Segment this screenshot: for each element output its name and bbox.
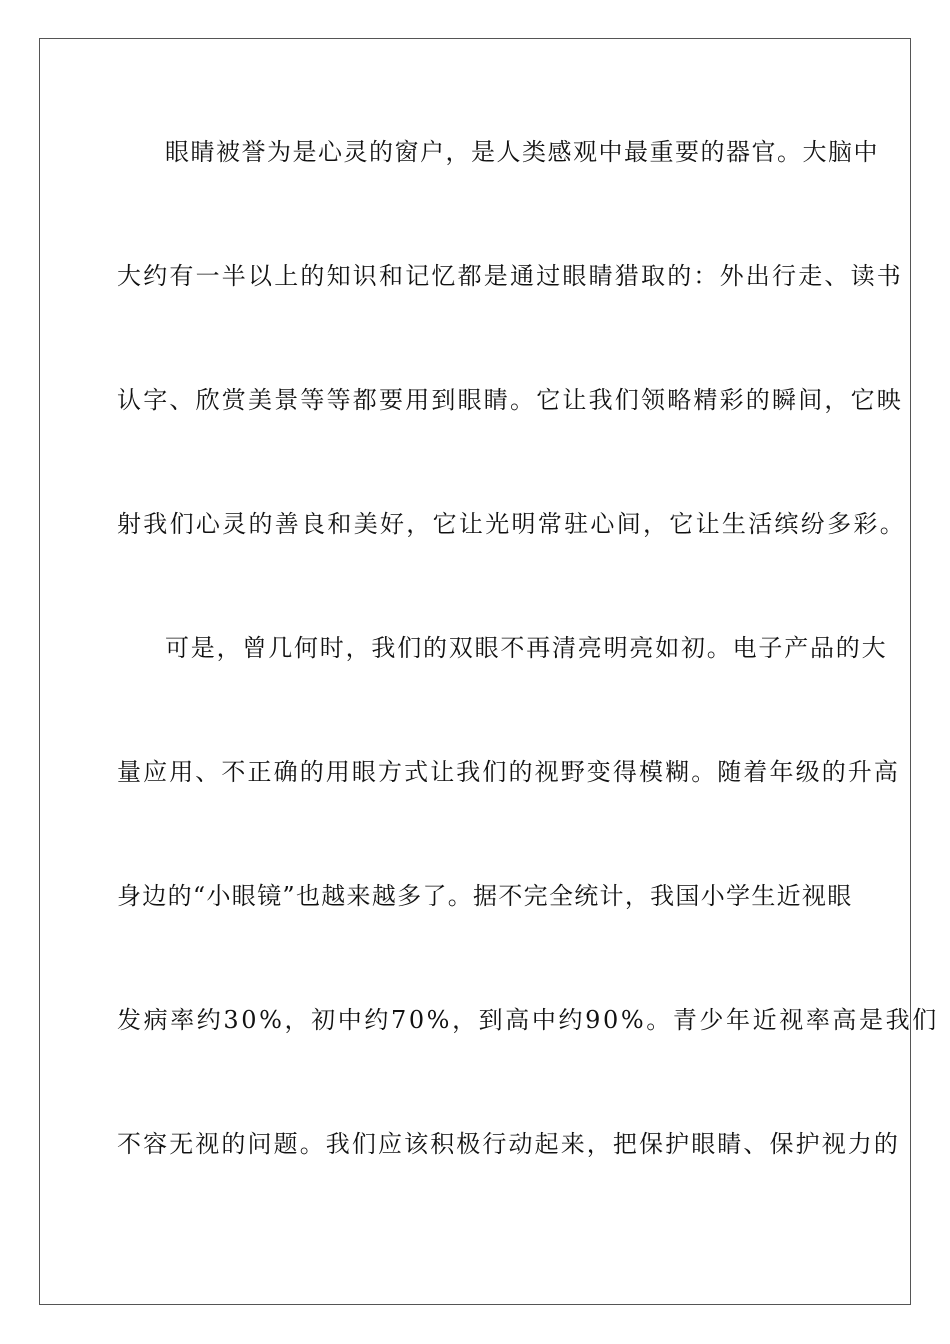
paragraph-2-line-5: 不容无视的问题。我们应该积极行动起来，把保护眼睛、保护视力的 bbox=[117, 1130, 900, 1158]
paragraph-1-line-1: 眼睛被誉为是心灵的窗户，是人类感观中最重要的器官。大脑中 bbox=[165, 138, 879, 166]
paragraph-2-line-3: 身边的“小眼镜”也越来越多了。据不完全统计，我国小学生近视眼 bbox=[117, 882, 853, 910]
paragraph-1-line-2: 大约有一半以上的知识和记忆都是通过眼睛猎取的：外出行走、读书 bbox=[117, 262, 903, 290]
paragraph-2-line-4: 发病率约30%，初中约70%，到高中约90%。青少年近视率高是我们 bbox=[117, 1006, 939, 1034]
paragraph-2-line-1: 可是，曾几何时，我们的双眼不再清亮明亮如初。电子产品的大 bbox=[165, 634, 888, 662]
paragraph-1-line-3: 认字、欣赏美景等等都要用到眼睛。它让我们领略精彩的瞬间，它映 bbox=[117, 386, 903, 414]
page-border bbox=[39, 38, 939, 1305]
paragraph-2-line-2: 量应用、不正确的用眼方式让我们的视野变得模糊。随着年级的升高 bbox=[117, 758, 900, 786]
paragraph-1-line-4: 射我们心灵的善良和美好，它让光明常驻心间，它让生活缤纷多彩。 bbox=[117, 510, 906, 538]
